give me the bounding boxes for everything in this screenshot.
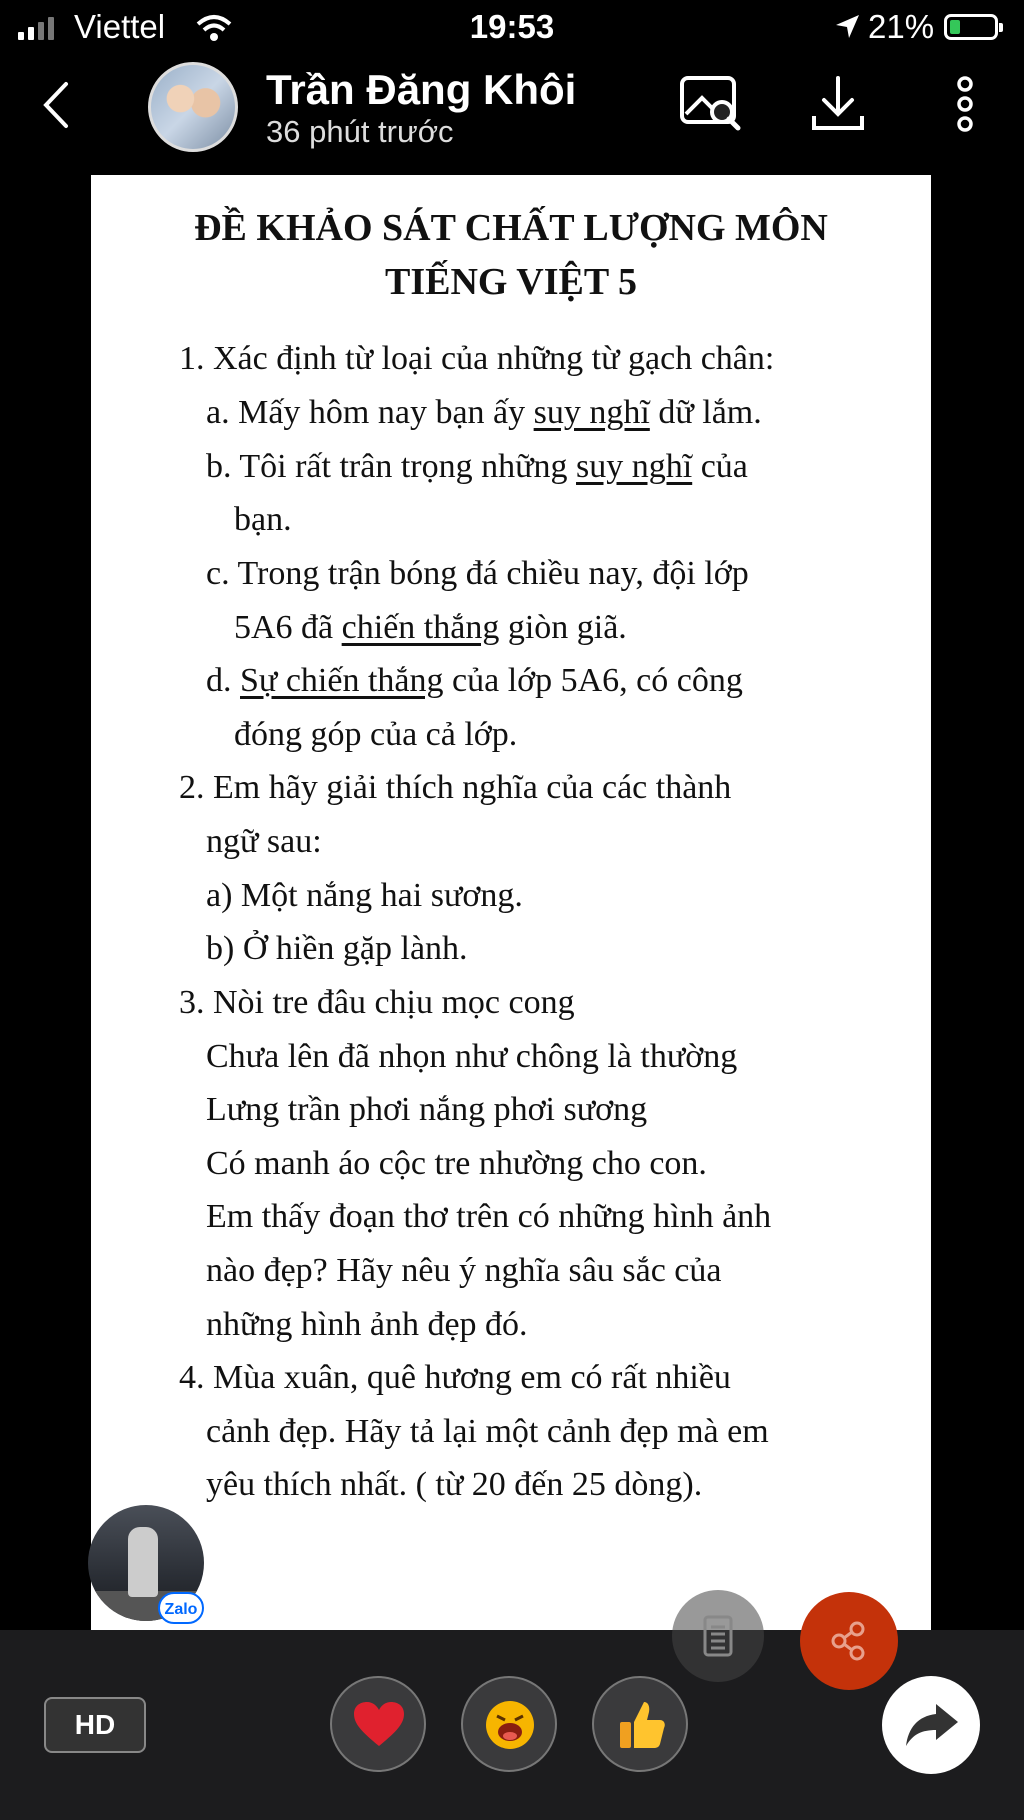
doc-line: b) Ở hiền gặp lành. (206, 930, 468, 967)
thumbs-up-reaction-button[interactable] (592, 1676, 688, 1772)
clock: 19:53 (469, 8, 555, 45)
more-icon[interactable] (950, 72, 980, 138)
thumbs-up-icon (616, 1698, 668, 1752)
doc-line: b. Tôi rất trân trọng những suy nghĩ của (206, 448, 748, 485)
heart-icon (352, 1700, 406, 1750)
title-line-2: TIẾNG VIỆT 5 (384, 261, 638, 303)
doc-line: nào đẹp? Hãy nêu ý nghĩa sâu sắc của (206, 1252, 722, 1289)
download-icon[interactable] (808, 72, 868, 138)
doc-line: Chưa lên đã nhọn như chông là thường (206, 1038, 738, 1075)
document-title (91, 201, 931, 309)
doc-line: 5A6 đã chiến thắng giòn giã. (234, 609, 627, 646)
zalo-badge: Zalo (158, 1592, 204, 1624)
hd-toggle-button[interactable]: HD (44, 1697, 146, 1753)
doc-line: 1. Xác định từ loại của những từ gạch chân: (179, 340, 775, 377)
document-button[interactable] (672, 1590, 764, 1682)
doc-line: ngữ sau: (206, 823, 322, 860)
title-line-1: ĐỀ KHẢO SÁT CHẤT LƯỢNG MÔN (194, 207, 828, 249)
carrier-label: Viettel (74, 8, 166, 45)
sent-time: 36 phút trước (266, 114, 454, 149)
battery-icon (944, 14, 998, 40)
doc-line: yêu thích nhất. ( từ 20 đến 25 dòng). (206, 1466, 703, 1503)
avatar[interactable] (148, 62, 238, 152)
document-image[interactable] (91, 175, 931, 1630)
laugh-emoji-icon (483, 1698, 537, 1752)
doc-line: cảnh đẹp. Hãy tả lại một cảnh đẹp mà em (206, 1413, 769, 1450)
doc-line: Lưng trần phơi nắng phơi sương (206, 1091, 648, 1128)
contact-name[interactable]: Trần Đăng Khôi (266, 66, 577, 113)
doc-line: a. Mấy hôm nay bạn ấy suy nghĩ dữ lắm. (206, 394, 762, 431)
doc-line: đóng góp của cả lớp. (234, 716, 518, 753)
doc-line: 4. Mùa xuân, quê hương em có rất nhiều (179, 1359, 731, 1396)
heart-reaction-button[interactable] (330, 1676, 426, 1772)
doc-line: 2. Em hãy giải thích nghĩa của các thành (179, 769, 732, 806)
doc-line: 3. Nòi tre đâu chịu mọc cong (179, 984, 575, 1021)
doc-line: Có manh áo cộc tre nhường cho con. (206, 1145, 707, 1182)
chat-header (0, 56, 1024, 176)
doc-line: những hình ảnh đẹp đó. (206, 1306, 528, 1343)
back-icon[interactable] (36, 78, 76, 132)
battery-percent: 21% (868, 8, 935, 45)
forward-button[interactable] (882, 1676, 980, 1774)
doc-line: bạn. (234, 501, 292, 538)
share-button[interactable] (800, 1592, 898, 1690)
document-icon (702, 1614, 734, 1658)
doc-line: Em thấy đoạn thơ trên có những hình ảnh (206, 1198, 772, 1235)
location-arrow-icon (832, 12, 862, 42)
share-icon (827, 1619, 871, 1663)
doc-line: d. Sự chiến thắng của lớp 5A6, có công (206, 662, 743, 699)
doc-line: c. Trong trận bóng đá chiều nay, đội lớp (206, 555, 749, 592)
forward-arrow-icon (904, 1702, 960, 1748)
doc-line: a) Một nắng hai sương. (206, 877, 523, 914)
laugh-reaction-button[interactable] (461, 1676, 557, 1772)
image-search-icon[interactable] (678, 72, 744, 134)
status-bar (0, 0, 1024, 56)
